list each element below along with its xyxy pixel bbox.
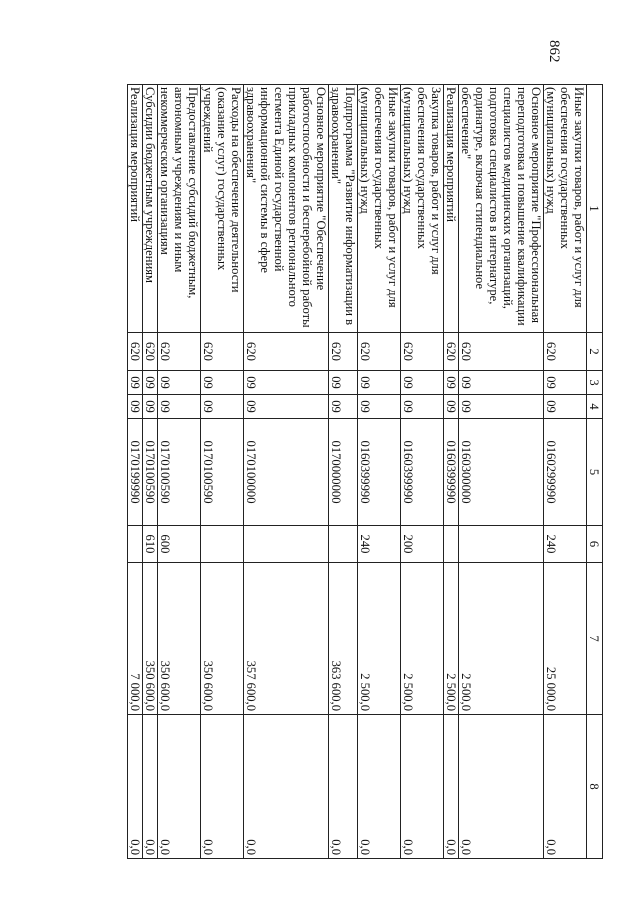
cell-amount: 363 600,0	[329, 563, 358, 715]
cell-ministry-code: 620	[143, 333, 158, 371]
cell-amount-2: 0,0	[401, 715, 444, 859]
cell-ministry-code: 620	[244, 333, 329, 371]
cell-target-article: 0170100590	[158, 419, 201, 526]
cell-amount: 2 500,0	[358, 563, 401, 715]
column-header: 4	[587, 395, 603, 419]
cell-target-article: 0170100590	[201, 419, 244, 526]
rotated-page	[127, 28, 603, 905]
table-row	[158, 85, 201, 859]
cell-target-article: 0170100000	[244, 419, 329, 526]
row-label: Закупка товаров, работ и услуг для обеспечения государственных (муниципальных) нужд	[401, 85, 444, 333]
column-header: 8	[587, 715, 603, 859]
cell-section: 09	[128, 371, 143, 395]
cell-amount-2: 0,0	[444, 715, 459, 859]
cell-amount: 350 600,0	[201, 563, 244, 715]
cell-section: 09	[544, 371, 587, 395]
row-label: Иные закупки товаров, работ и услуг для обеспечения государственных (муниципальных) нужд	[358, 85, 401, 333]
table-row	[444, 85, 459, 859]
table-row	[201, 85, 244, 859]
cell-amount: 350 600,0	[143, 563, 158, 715]
cell-ministry-code: 620	[358, 333, 401, 371]
cell-amount: 2 500,0	[459, 563, 544, 715]
cell-amount-2: 0,0	[544, 715, 587, 859]
cell-subsection: 09	[459, 395, 544, 419]
cell-ministry-code: 620	[128, 333, 143, 371]
cell-subsection: 09	[201, 395, 244, 419]
page-number: 862	[546, 40, 562, 63]
cell-ministry-code: 620	[158, 333, 201, 371]
row-label: Иные закупки товаров, работ и услуг для обеспечения государственных (муниципальных) нужд	[544, 85, 587, 333]
cell-subsection: 09	[444, 395, 459, 419]
cell-expense-type: 600	[158, 526, 201, 563]
cell-subsection: 09	[158, 395, 201, 419]
row-label: Субсидии бюджетным учреждениям	[143, 85, 158, 333]
cell-section: 09	[444, 371, 459, 395]
table-row	[244, 85, 329, 859]
row-label: Предоставление субсидий бюджетным, автономным учреждениям и иным некоммерческим организациям	[158, 85, 201, 333]
cell-amount: 357 600,0	[244, 563, 329, 715]
cell-amount: 2 500,0	[444, 563, 459, 715]
cell-subsection: 09	[544, 395, 587, 419]
row-label: Основное мероприятие "Обеспечение работоспособности и бесперебойной работы прикладных компонентов регионального сегмента Единой государственной информационной системы в сфере здравоохранения"	[244, 85, 329, 333]
cell-section: 09	[201, 371, 244, 395]
cell-amount-2: 0,0	[128, 715, 143, 859]
cell-amount: 2 500,0	[401, 563, 444, 715]
cell-ministry-code: 620	[544, 333, 587, 371]
cell-amount-2: 0,0	[244, 715, 329, 859]
cell-section: 09	[401, 371, 444, 395]
cell-ministry-code: 620	[459, 333, 544, 371]
table-row	[128, 85, 143, 859]
cell-target-article: 0170000000	[329, 419, 358, 526]
cell-amount-2: 0,0	[459, 715, 544, 859]
cell-subsection: 09	[358, 395, 401, 419]
cell-target-article: 0170199990	[128, 419, 143, 526]
cell-ministry-code: 620	[444, 333, 459, 371]
row-label: Расходы на обеспечение деятельности (оказание услуг) государственных учреждений	[201, 85, 244, 333]
column-header: 3	[587, 371, 603, 395]
table-row	[358, 85, 401, 859]
table-row	[329, 85, 358, 859]
cell-expense-type	[329, 526, 358, 563]
cell-target-article: 0160399990	[358, 419, 401, 526]
cell-section: 09	[329, 371, 358, 395]
cell-expense-type	[459, 526, 544, 563]
cell-ministry-code: 620	[201, 333, 244, 371]
cell-section: 09	[358, 371, 401, 395]
cell-expense-type	[444, 526, 459, 563]
cell-target-article: 0160399990	[401, 419, 444, 526]
cell-amount-2: 0,0	[358, 715, 401, 859]
cell-expense-type: 240	[358, 526, 401, 563]
cell-expense-type: 200	[401, 526, 444, 563]
cell-expense-type	[128, 526, 143, 563]
column-header: 1	[587, 85, 603, 333]
row-label: Реализация мероприятий	[128, 85, 143, 333]
cell-target-article: 0160299990	[544, 419, 587, 526]
table-row	[459, 85, 544, 859]
cell-ministry-code: 620	[329, 333, 358, 371]
cell-subsection: 09	[244, 395, 329, 419]
cell-target-article: 0160399990	[444, 419, 459, 526]
cell-amount-2: 0,0	[158, 715, 201, 859]
column-header: 6	[587, 526, 603, 563]
cell-subsection: 09	[128, 395, 143, 419]
cell-amount: 7 000,0	[128, 563, 143, 715]
cell-subsection: 09	[143, 395, 158, 419]
column-header: 7	[587, 563, 603, 715]
cell-section: 09	[244, 371, 329, 395]
table-row	[544, 85, 587, 859]
cell-section: 09	[143, 371, 158, 395]
row-label: Подпрограмма "Развитие информатизации в здравоохранении"	[329, 85, 358, 333]
cell-section: 09	[158, 371, 201, 395]
table-row	[401, 85, 444, 859]
budget-table	[127, 84, 603, 859]
cell-expense-type	[244, 526, 329, 563]
cell-section: 09	[459, 371, 544, 395]
cell-subsection: 09	[401, 395, 444, 419]
cell-target-article: 0170100590	[143, 419, 158, 526]
column-header: 2	[587, 333, 603, 371]
row-label: Реализация мероприятий	[444, 85, 459, 333]
cell-expense-type: 240	[544, 526, 587, 563]
cell-amount-2: 0,0	[143, 715, 158, 859]
table-row	[143, 85, 158, 859]
cell-subsection: 09	[329, 395, 358, 419]
cell-expense-type: 610	[143, 526, 158, 563]
cell-amount-2: 0,0	[201, 715, 244, 859]
row-label: Основное мероприятие "Профессиональная переподготовка и повышение квалификации специалистов медицинских организаций, подготовка специалистов в интернатуре, ординатуре, включая стипендиальное обеспечение"	[459, 85, 544, 333]
header-row	[587, 85, 603, 859]
cell-amount: 350 600,0	[158, 563, 201, 715]
cell-expense-type	[201, 526, 244, 563]
cell-amount-2: 0,0	[329, 715, 358, 859]
cell-ministry-code: 620	[401, 333, 444, 371]
cell-amount: 25 000,0	[544, 563, 587, 715]
cell-target-article: 0160300000	[459, 419, 544, 526]
column-header: 5	[587, 419, 603, 526]
